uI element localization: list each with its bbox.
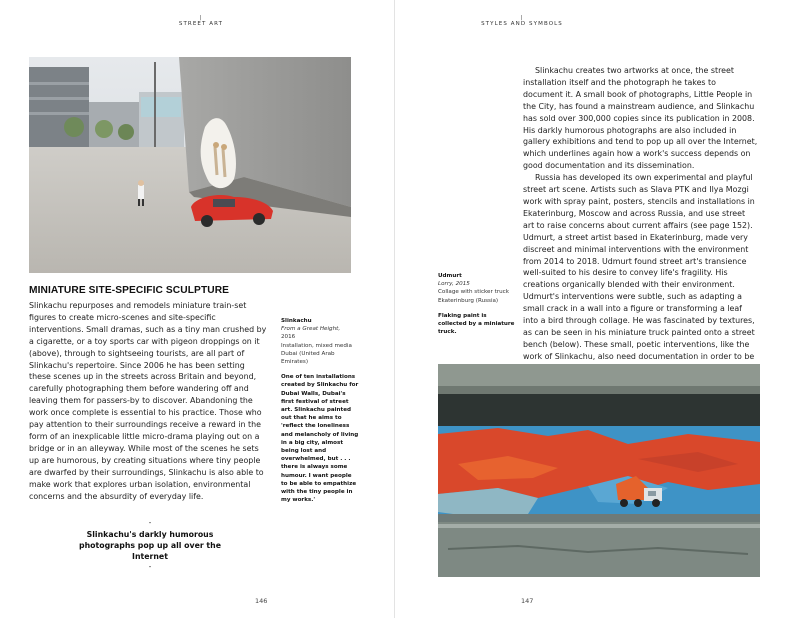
caption-artist: Slinkachu (281, 318, 312, 324)
caption-work-title: Lorry, 2015 (438, 281, 470, 288)
slinkachu-caption (281, 317, 359, 504)
slinkachu-photo-art (29, 57, 351, 273)
caption-medium: Collage with sticker truck (438, 289, 509, 296)
header-tick: | (199, 15, 203, 21)
caption-artist: Udmurt (438, 273, 462, 279)
right-header-text: STYLES AND SYMBOLS (481, 21, 563, 27)
section-heading: MINIATURE SITE-SPECIFIC SCULPTURE (29, 285, 230, 296)
pull-quote (70, 518, 230, 573)
caption-place: Ekaterinburg (Russia) (438, 297, 499, 304)
header-tick: | (520, 15, 524, 21)
pull-quote-text: Slinkachu's darkly humorous photographs pop up all over the Internet (79, 530, 221, 561)
right-running-header (477, 16, 567, 27)
left-page-number: 146 (255, 597, 268, 605)
left-body-text (29, 300, 267, 502)
caption-place: Dubai (United Arab Emirates) (281, 350, 335, 366)
left-body-paragraph: Slinkachu repurposes and remodels miniature train-set figures to create micro-scenes and site-specific interventions. Small dramas, such as a tiny man crushed by a cigarette, or a toy sports car with pigeon droppings on it (above), through to sightseeing tourists, are all part of Slinkachu's repertoire. Since 2006 he has been setting these scenes up in the streets across Britain and beyond, carefully photographing them before wandering off and leaving them for passers-by to discover. Abandoning the work once complete is essential to his practice. Those who pay attention to their surroundings receive a reward in the form of an inexplicable little micro-drama playing out on a bridge or in an alleyway. While most of the scenes he sets up are humorous, by creating situations where tiny people are dwarfed by their surroundings, Slinkachu is also able to make work that explores urban isolation, environmental concerns and the absurdity of everyday life. (29, 301, 267, 501)
slinkachu-photo (29, 57, 351, 273)
right-body-paragraph-2: Russia has developed its own experimental and playful street art scene. Artists such as Slava PTK and Ilya Mozgi work with spray paint, posters, stencils and installations in Ekaterinburg, Moscow and across Russia, and use street art to raise concerns about current affairs (see page 152). Udmurt, a street artist based in Ekaterinburg, made very discreet and minimal interventions with the environment from 2014 to 2018. Udmurt found street art's transience well-suited to his desire to convey life's fragility. His creations organically blended with their environment. Udmurt's interventions were subtle, such as adapting a small crack in a wall into a figure or transforming a leaf into a bird through collage. He was fascinated by textures, as can be seen in his miniature truck painted onto a street bench (below). These small, poetic interventions, like the work of Slinkachu, also need documentation in order to be (523, 173, 755, 361)
right-body-text (523, 65, 758, 375)
left-header-text: STREET ART (178, 21, 224, 27)
caption-description: One of ten installations created by Slinkachu for Dubai Walls, Dubai's first festival of street art. Slinkachu painted out that he aims to 'reflect the loneliness and melancholy of living in a big city, almost being lost and overwhelmed, but . . . there is always some humour. I want people to be able to empathize with the tiny people in my works.' (281, 374, 359, 504)
udmurt-caption (438, 272, 516, 336)
right-body-paragraph-1: Slinkachu creates two artworks at once, the street installation itself and the photograph he takes to document it. A small book of photographs, Little People in the City, has found a mainstream audience, and Slinkachu has sold over 300,000 copies since its publication in 2008. His darkly humorous photographs are also included in gallery exhibitions and tend to pop up all over the Internet, which underlines again how a work's success depends on good documentation and its dissemination. (523, 66, 758, 171)
udmurt-photo-art (438, 364, 760, 577)
caption-year: 2016 (281, 334, 296, 341)
left-running-header (171, 16, 231, 27)
caption-description: Flaking paint is collected by a miniature truck. (438, 312, 515, 336)
udmurt-photo (438, 364, 760, 577)
caption-medium: Installation, mixed media (281, 342, 352, 349)
right-page (395, 0, 790, 618)
caption-work-title: From a Great Height, (281, 326, 341, 333)
right-page-number: 147 (521, 597, 534, 605)
quote-dash-top: - (148, 519, 152, 527)
quote-dash-bottom: - (148, 563, 152, 571)
